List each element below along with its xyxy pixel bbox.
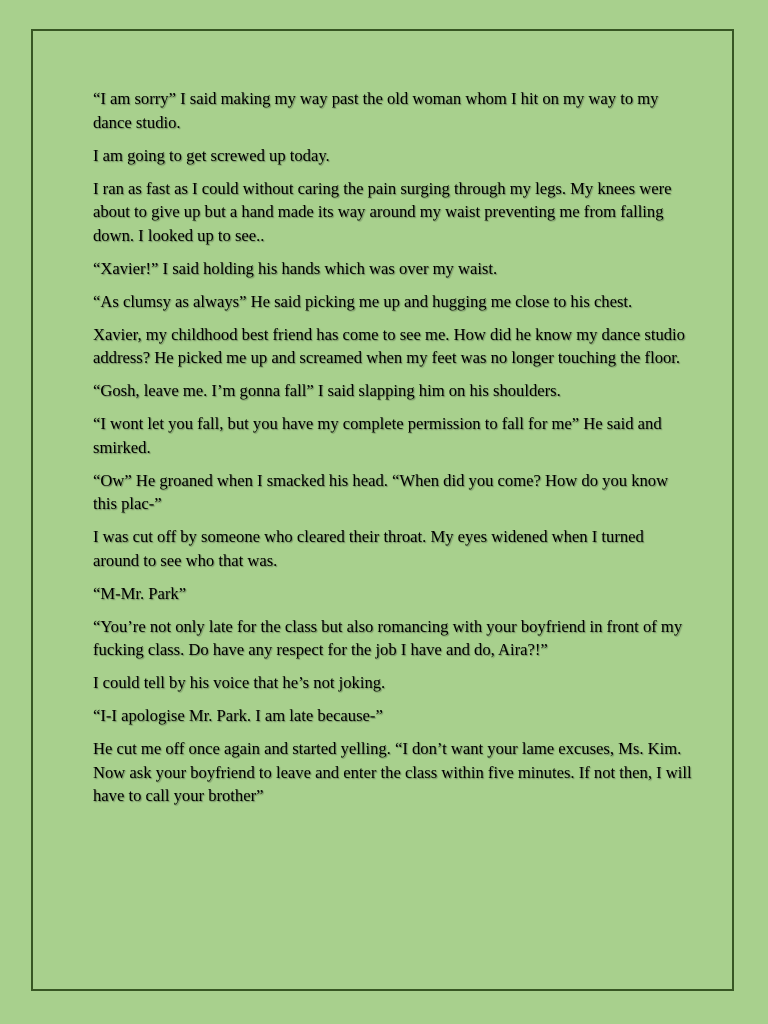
paragraph: “Xavier!” I said holding his hands which was over my waist. — [93, 258, 498, 278]
paragraph: I am going to get screwed up today. — [93, 145, 330, 165]
paragraph: “I-I apologise Mr. Park. I am late because-” — [93, 706, 383, 725]
paragraph: I was cut off by someone who cleared their throat. My eyes widened when I turned around to see who that was. — [93, 527, 644, 570]
paragraph: He cut me off once again and started yelling. “I don’t want your lame excuses, Ms. Kim. Now ask your boyfriend to leave and enter the class within five minutes. If not then, I will have to call your brother” — [93, 739, 692, 805]
story-text — [93, 87, 693, 817]
paragraph: “Gosh, leave me. I’m gonna fall” I said slapping him on his shoulders. — [93, 381, 561, 400]
paragraph: “You’re not only late for the class but also romancing with your boyfriend in front of my fucking class. Do have any respect for the job I have and do, Aira?!” — [93, 616, 683, 659]
paragraph: “Ow” He groaned when I smacked his head. “When did you come? How do you know this plac-” — [93, 470, 669, 513]
paragraph: “I wont let you fall, but you have my complete permission to fall for me” He said and smirked. — [93, 414, 662, 457]
paragraph: I ran as fast as I could without caring the pain surging through my legs. My knees were about to give up but a hand made its way around my waist preventing me from falling down. I looked up to see.. — [93, 178, 672, 245]
paragraph: “I am sorry” I said making my way past the old woman whom I hit on my way to my dance studio. — [93, 89, 659, 132]
paragraph: “M-Mr. Park” — [93, 583, 187, 603]
paragraph: Xavier, my childhood best friend has come to see me. How did he know my dance studio address? He picked me up and screamed when my feet was no longer touching the floor. — [93, 324, 685, 367]
paragraph: I could tell by his voice that he’s not joking. — [93, 673, 386, 692]
paragraph: “As clumsy as always” He said picking me up and hugging me close to his chest. — [93, 291, 633, 311]
